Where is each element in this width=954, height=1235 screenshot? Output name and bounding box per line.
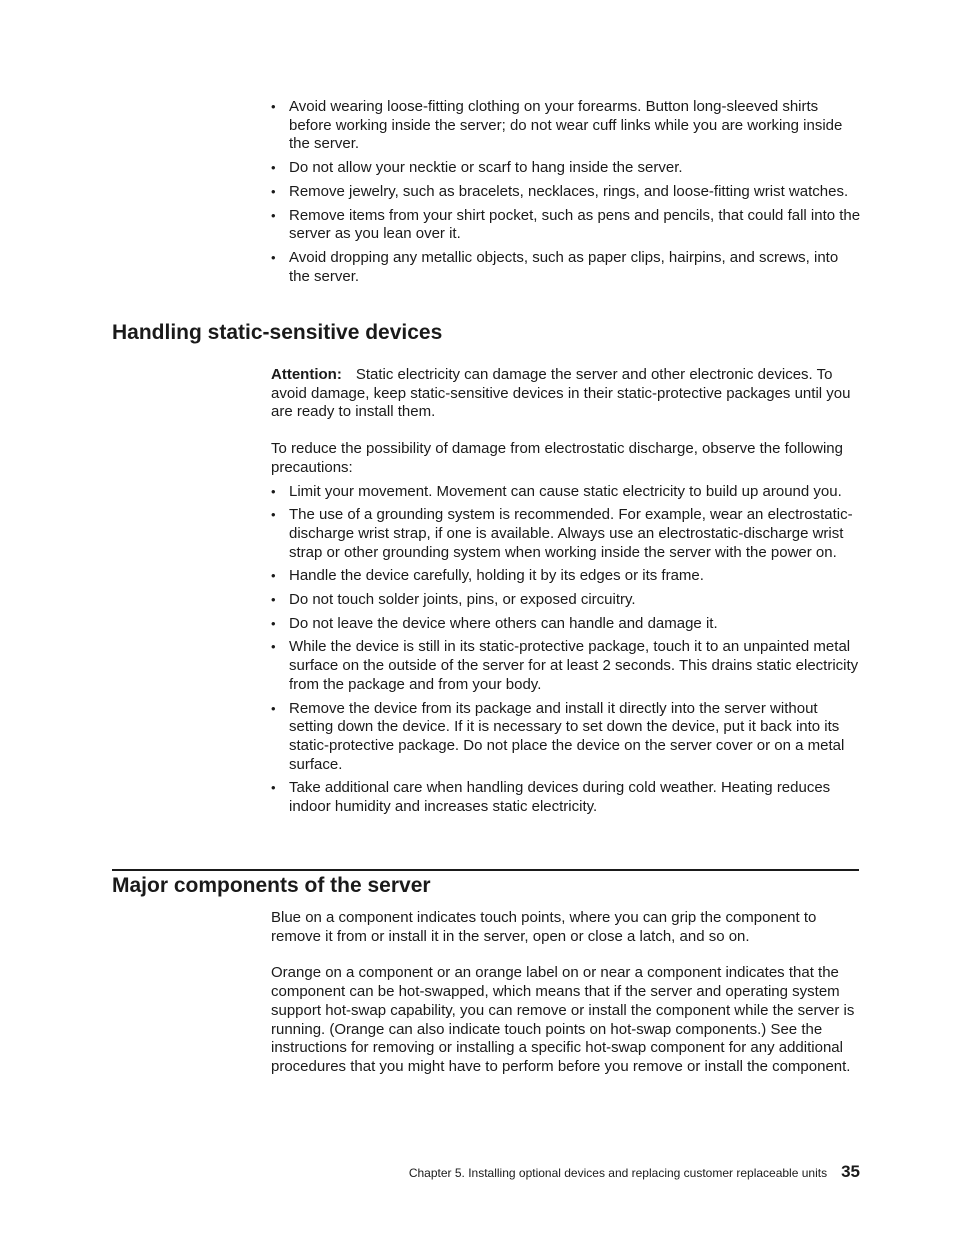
components-section-heading: Major components of the server — [112, 874, 431, 897]
static-section-body — [271, 366, 861, 822]
list-item: • Avoid dropping any metallic objects, such as paper clips, hairpins, and screws, into the server. — [271, 249, 861, 286]
page-number: 35 — [841, 1162, 860, 1181]
attention-text: Static electricity can damage the server and other electronic devices. To avoid damage, keep static-sensitive devices in their static-protective packages until you are ready to install them. — [271, 366, 851, 421]
chapter-title: Chapter 5. Installing optional devices and replacing customer replaceable units — [408, 1166, 828, 1180]
list-item: • Avoid wearing loose-fitting clothing on your forearms. Button long-sleeved shirts before working inside the server; do not wear cuff links while you are working inside the server. — [271, 98, 861, 154]
list-item: • Remove jewelry, such as bracelets, necklaces, rings, and loose-fitting wrist watches. — [271, 183, 861, 202]
list-item: • While the device is still in its static-protective package, touch it to an unpainted metal surface on the outside of the server for at least 2 seconds. This drains static electricity from the package and from your body. — [271, 638, 861, 694]
list-item: • Handle the device carefully, holding it by its edges or its frame. — [271, 567, 861, 586]
list-item: • Take additional care when handling devices during cold weather. Heating reduces indoor humidity and increases static electricity. — [271, 779, 861, 816]
attention-notice — [271, 366, 861, 422]
section-divider — [112, 869, 859, 871]
components-section-body — [271, 909, 861, 1077]
static-section-heading: Handling static-sensitive devices — [112, 321, 443, 344]
list-item: • Limit your movement. Movement can cause static electricity to build up around you. — [271, 483, 861, 502]
intro-bullet-block — [271, 98, 861, 291]
list-item: • Remove items from your shirt pocket, such as pens and pencils, that could fall into the server as you lean over it. — [271, 207, 861, 244]
list-item: • Remove the device from its package and install it directly into the server without setting down the device. If it is necessary to set down the device, put it back into its static-protective package. Do not place the device on the server cover or on a metal surface. — [271, 700, 861, 775]
list-item: • Do not leave the device where others can handle and damage it. — [271, 615, 861, 634]
precautions-intro: To reduce the possibility of damage from electrostatic discharge, observe the following precautions: — [271, 440, 843, 476]
list-item: • The use of a grounding system is recommended. For example, wear an electrostatic-discharge wrist strap, if one is available. Always use an electrostatic-discharge wrist strap or other grounding system when working inside the server with the power on. — [271, 506, 861, 562]
hot-swap-paragraph: Orange on a component or an orange label on or near a component indicates that the component can be hot-swapped, which means that if the server and operating system support hot-swap capability, you can remove or install the component while the server is running. (Orange can also indicate touch points on hot-swap components.) See the instructions for removing or installing a specific hot-swap component for any additional procedures that you might have to perform before you remove or install the component. — [271, 964, 855, 1075]
list-item: • Do not allow your necktie or scarf to hang inside the server. — [271, 159, 861, 178]
touch-points-paragraph: Blue on a component indicates touch points, where you can grip the component to remove it from or install it in the server, open or close a latch, and so on. — [271, 909, 817, 945]
list-item: • Do not touch solder joints, pins, or exposed circuitry. — [271, 591, 861, 610]
intro-bullet-list — [271, 98, 861, 286]
page-footer — [382, 1162, 860, 1182]
attention-label: Attention: — [271, 366, 342, 383]
precautions-list — [271, 483, 861, 817]
